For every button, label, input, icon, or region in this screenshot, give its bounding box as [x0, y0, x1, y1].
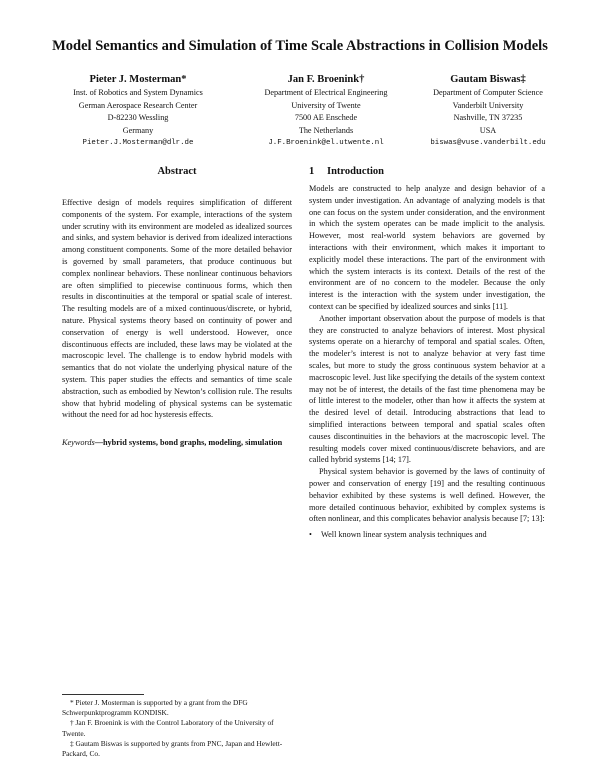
author-block [40, 73, 560, 150]
author-1 [40, 73, 236, 150]
author-email: J.F.Broenink@el.utwente.nl [268, 139, 384, 148]
author-email: Pieter.J.Mosterman@dlr.de [82, 139, 194, 148]
section-number: 1 [309, 166, 315, 177]
affiliation-line: Department of Computer Science [433, 88, 543, 97]
footnote-rule [62, 694, 144, 695]
section-title: Introduction [327, 166, 384, 177]
affiliation-line: USA [479, 125, 497, 135]
author-2 [236, 73, 416, 150]
affiliation-line: The Netherlands [298, 125, 354, 135]
abstract-text: Effective design of models requires simplification of different components of the system. For example, interactions of the system under scrutiny with its environment are modeled as idealized sources and sinks, and system behavior is derived from idealized interactions among constituent components. Some of the more detailed behavior is governed by small parameters, that produce continuous but complex nonlinear behaviors. These nonlinear continuous behaviors are often simplified to piecewise continuous forms, which then results in discontinuities at the temporal or spatial scale of interest. The resulting models are of a mixed continuous/discrete, or hybrid, nature. Physical systems theory based on continuity of power and conservation of energy is well understood. However, once discontinuous effects are included, these laws may be violated at the macroscopic level. The challenge is to endow hybrid models with semantics that do not violate the underlying physical nature of the system. This paper studies the effects and semantics of time scale abstraction, such as embodied by Newton’s collision rule. The results show that hybrid modeling of physical systems can be systematic without the need for ad hoc hysteresis effects. [62, 198, 292, 420]
author-name: Jan F. Broenink† [287, 74, 365, 85]
affiliation-line: Inst. of Robotics and System Dynamics [73, 88, 203, 97]
affiliation-line: German Aerospace Research Center [78, 100, 198, 110]
affiliation-line: 7500 AE Enschede [294, 113, 358, 123]
affiliation-line: Nashville, TN 37235 [453, 113, 523, 123]
paper-title: Model Semantics and Simulation of Time Scale Abstractions in Collision Models [52, 38, 548, 54]
intro-paragraph: Models are constructed to help analyze and design behavior of a system under investigation. An advantage of analyzing models is that one can focus on the system under consideration, and the environment in which the system operates can be made implicit to the analysis. However, most real-world system behaviors are governed by interactions with their environment, which makes it important to explicitly model these interactions. The part of the environment with which the system interacts is its context. Details of the rest of the environment are of no concern to the modeler. Because the only interest is the interaction with the system under investigation, the context can be specified by idealized sources and sinks [11]. [309, 184, 545, 311]
intro-paragraph: Another important observation about the purpose of models is that they are constructed to analyze behaviors of interest. Most physical systems operate on a hierarchy of temporal and spatial scales. Often, the modeler’s interest is not to analyze behavior at very fast time scales, but more to study the gross continuous system behavior at a macroscopic level. Just like specifying the details of the system context may not be of interest, the details of the fast time phenomena may be of little interest to the modeler, other than how it affects the system at the desired level of detail. Introducing abstractions that lead to simplified interactions between temporal and spatial scales often causes discontinuities in the behaviors at the macroscopic level. The resulting models cover mixed continuous/discrete behaviors, and are called hybrid systems [14; 17]. [309, 313, 545, 465]
right-column [309, 165, 545, 541]
keywords-label: Keywords [62, 438, 95, 448]
footnote: * Pieter J. Mosterman is supported by a grant from the DFG Schwerpunktprogramm KONDISK. [62, 698, 248, 718]
abstract-heading: Abstract [157, 166, 197, 177]
author-3 [416, 73, 560, 150]
affiliation-line: Vanderbilt University [452, 100, 524, 110]
author-email: biswas@vuse.vanderbilt.edu [430, 139, 546, 148]
keywords [62, 437, 292, 448]
bullet-text: Well known linear system analysis techniques and [321, 530, 487, 540]
left-column [62, 165, 292, 448]
section-heading [309, 165, 545, 179]
bullet-icon: • [309, 530, 312, 540]
footnote: ‡ Gautam Biswas is supported by grants from PNC, Japan and Hewlett-Packard, Co. [62, 738, 283, 759]
intro-paragraph: Physical system behavior is governed by the laws of continuity of power and conservation of energy [19] and the resulting continuous behavior exhibited by these systems is well defined. However, the more detailed continuous behavior, exhibited by complex systems is often nonlinear, and this complicates behavior analysis because [7; 13]: [309, 467, 545, 524]
affiliation-line: Department of Electrical Engineering [264, 88, 388, 97]
keywords-text: —hybrid systems, bond graphs, modeling, simulation [94, 438, 283, 448]
affiliation-line: Germany [122, 125, 154, 135]
affiliation-line: D-82230 Wessling [107, 113, 169, 123]
affiliation-line: University of Twente [291, 100, 361, 110]
bullet-item [309, 529, 545, 541]
footnote: † Jan F. Broenink is with the Control Laboratory of the University of Twente. [62, 718, 274, 738]
author-name: Gautam Biswas‡ [450, 74, 526, 85]
author-name: Pieter J. Mosterman* [89, 74, 187, 85]
footnotes [62, 694, 292, 759]
